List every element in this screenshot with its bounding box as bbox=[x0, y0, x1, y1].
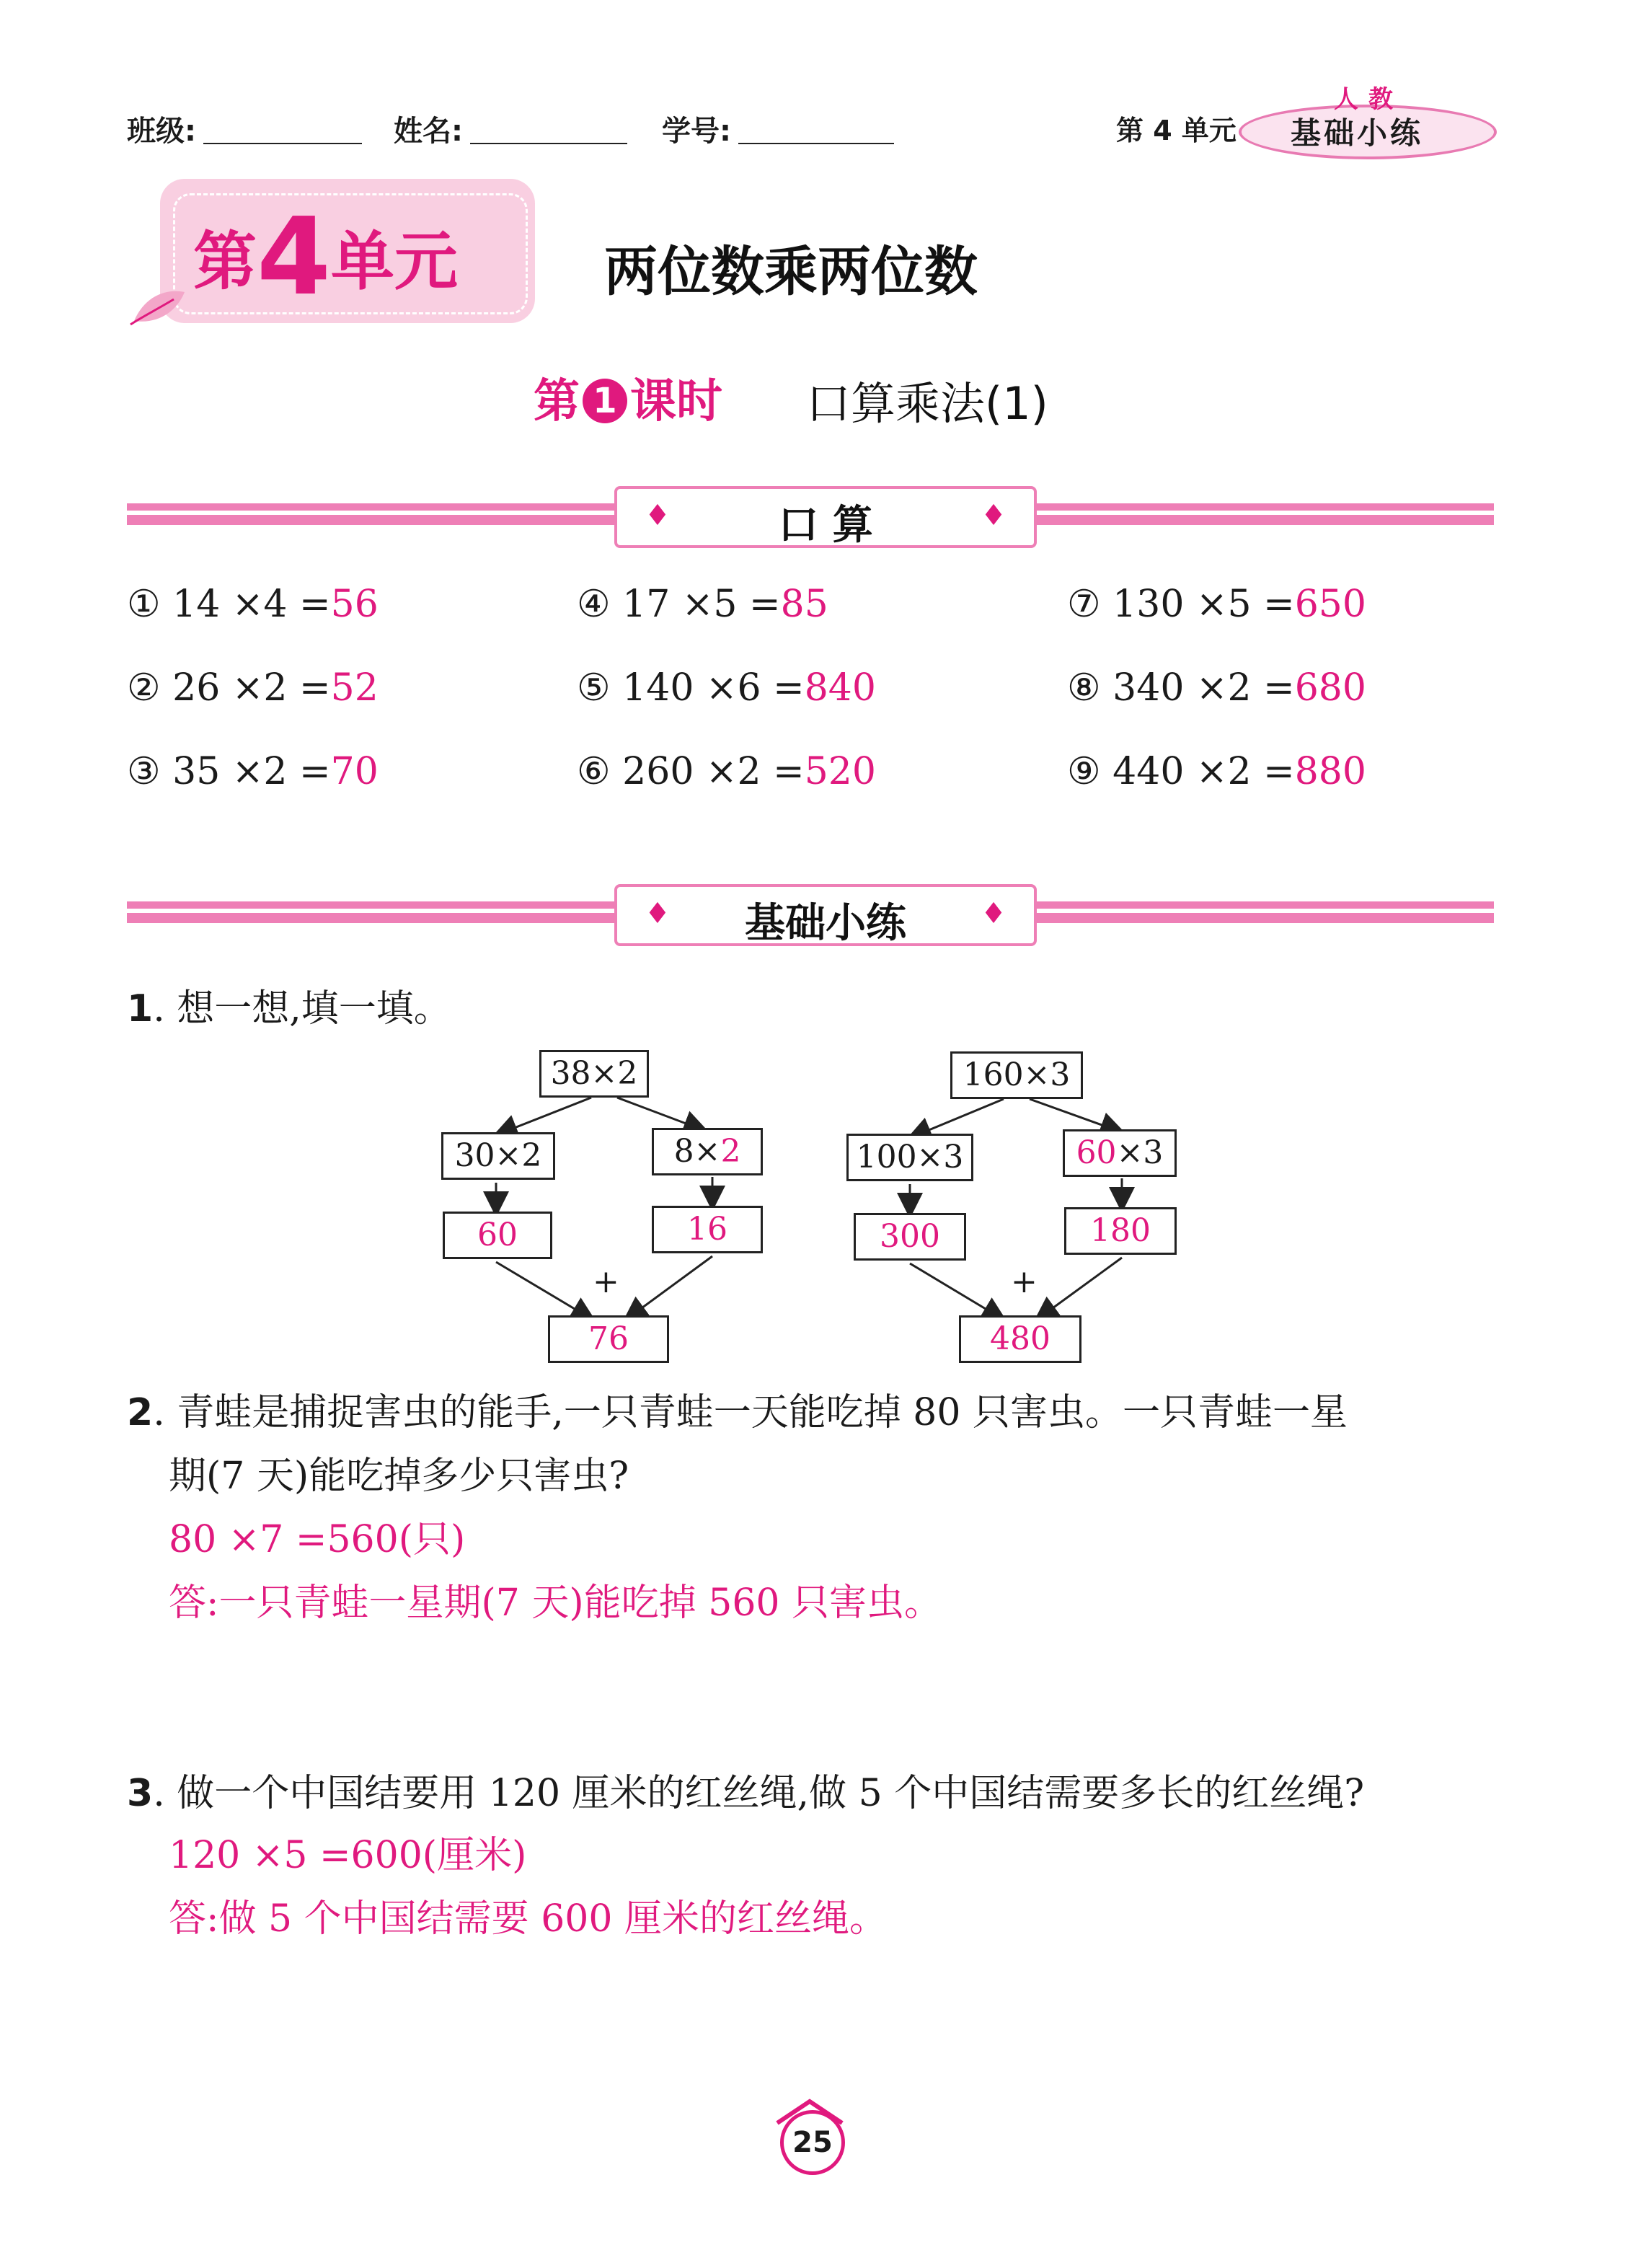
diagram-b-right-split bbox=[1063, 1129, 1177, 1177]
question-text: . 想一想,填一填。 bbox=[153, 987, 451, 1031]
oral-heading: 口 算 bbox=[778, 502, 873, 549]
lesson-suffix: 课时 bbox=[630, 375, 722, 428]
unit-suffix: 单元 bbox=[331, 224, 459, 299]
item-expression: 340 ×2 = bbox=[1112, 666, 1295, 710]
item-expression: 260 ×2 = bbox=[622, 750, 805, 793]
question-text: . 做一个中国结要用 120 厘米的红丝绳,做 5 个中国结需要多长的红丝绳? bbox=[153, 1772, 1365, 1815]
item-expression: 26 ×2 = bbox=[172, 666, 331, 710]
right-split-answer[interactable]: 2 bbox=[720, 1133, 741, 1170]
item-expression: 130 ×5 = bbox=[1112, 583, 1295, 626]
lesson-number: 1 bbox=[583, 379, 627, 423]
lesson-prefix: 第 bbox=[534, 375, 580, 428]
question-2-answer[interactable]: 答:一只青蛙一星期(7 天)能吃掉 560 只害虫。 bbox=[169, 1581, 942, 1625]
unit-tag: 第 4 单元 bbox=[1116, 115, 1237, 146]
item-expression: 17 ×5 = bbox=[622, 583, 781, 626]
diamond-icon: ♦ bbox=[981, 897, 1007, 930]
diagram-b-left-result[interactable]: 300 bbox=[854, 1213, 966, 1261]
lesson-title: 口算乘法(1) bbox=[806, 377, 1048, 430]
item-answer[interactable]: 680 bbox=[1294, 666, 1366, 710]
practice-heading: 基础小练 bbox=[745, 900, 906, 947]
question-3 bbox=[127, 1762, 1364, 1817]
diagram-a-left-split: 30×2 bbox=[441, 1132, 555, 1180]
diagram-a-total[interactable]: 76 bbox=[548, 1315, 669, 1363]
diagram-b-total[interactable]: 480 bbox=[959, 1315, 1081, 1363]
class-label: 班级: bbox=[127, 115, 196, 148]
item-label: ③ bbox=[127, 750, 161, 793]
student-id-label: 学号: bbox=[662, 115, 731, 148]
question-text: . 青蛙是捕捉害虫的能手,一只青蛙一天能吃掉 80 只害虫。一只青蛙一星 bbox=[153, 1391, 1348, 1434]
item-expression: 14 ×4 = bbox=[172, 583, 331, 626]
question-2-equation[interactable]: 80 ×7 =560(只) bbox=[169, 1518, 466, 1561]
item-label: ⑦ bbox=[1067, 583, 1101, 626]
question-3-equation[interactable]: 120 ×5 =600(厘米) bbox=[169, 1834, 527, 1877]
unit-title: 两位数乘两位数 bbox=[604, 241, 978, 303]
item-label: ⑨ bbox=[1067, 750, 1101, 793]
diamond-icon: ♦ bbox=[645, 499, 671, 532]
name-label: 姓名: bbox=[394, 115, 463, 148]
plus-sign: + bbox=[593, 1263, 619, 1300]
question-2 bbox=[127, 1382, 1348, 1436]
diagram-a-left-result[interactable]: 60 bbox=[443, 1212, 552, 1259]
unit-prefix: 第 bbox=[193, 224, 257, 299]
item-answer[interactable]: 650 bbox=[1294, 583, 1366, 626]
diagram-a-right-split bbox=[652, 1128, 763, 1175]
question-3-answer[interactable]: 答:做 5 个中国结需要 600 厘米的红丝绳。 bbox=[169, 1897, 887, 1941]
page-number: 25 bbox=[780, 2110, 845, 2175]
item-label: ⑤ bbox=[577, 666, 611, 710]
brand-publisher: 人教 bbox=[1334, 85, 1403, 114]
item-answer[interactable]: 70 bbox=[330, 750, 379, 793]
question-2-line-2: 期(7 天)能吃掉多少只害虫? bbox=[169, 1455, 629, 1498]
item-answer[interactable]: 56 bbox=[330, 583, 379, 626]
item-expression: 140 ×6 = bbox=[622, 666, 805, 710]
diagram-a-top: 38×2 bbox=[539, 1050, 649, 1098]
item-answer[interactable]: 85 bbox=[780, 583, 828, 626]
diagram-b-left-split: 100×3 bbox=[846, 1134, 973, 1181]
diagram-b-right-result[interactable]: 180 bbox=[1064, 1207, 1177, 1255]
item-label: ⑧ bbox=[1067, 666, 1101, 710]
right-split-fixed: ×3 bbox=[1116, 1134, 1164, 1171]
item-answer[interactable]: 880 bbox=[1294, 750, 1366, 793]
item-label: ② bbox=[127, 666, 161, 710]
question-number: 2 bbox=[127, 1391, 154, 1434]
right-split-answer[interactable]: 60 bbox=[1076, 1134, 1117, 1171]
item-expression: 35 ×2 = bbox=[172, 750, 331, 793]
item-answer[interactable]: 520 bbox=[804, 750, 876, 793]
question-number: 1 bbox=[127, 987, 154, 1031]
diagram-b-top: 160×3 bbox=[950, 1051, 1083, 1099]
question-number: 3 bbox=[127, 1772, 154, 1815]
item-expression: 440 ×2 = bbox=[1112, 750, 1295, 793]
right-split-fixed: 8× bbox=[673, 1133, 721, 1170]
item-label: ④ bbox=[577, 583, 611, 626]
brand-title: 基础小练 bbox=[1291, 115, 1424, 151]
item-answer[interactable]: 52 bbox=[330, 666, 379, 710]
diamond-icon: ♦ bbox=[981, 499, 1007, 532]
diagram-a-right-result[interactable]: 16 bbox=[652, 1206, 763, 1253]
item-answer[interactable]: 840 bbox=[804, 666, 876, 710]
unit-number: 4 bbox=[257, 195, 331, 319]
diamond-icon: ♦ bbox=[645, 897, 671, 930]
plus-sign: + bbox=[1011, 1263, 1038, 1300]
item-label: ⑥ bbox=[577, 750, 611, 793]
item-label: ① bbox=[127, 583, 161, 626]
